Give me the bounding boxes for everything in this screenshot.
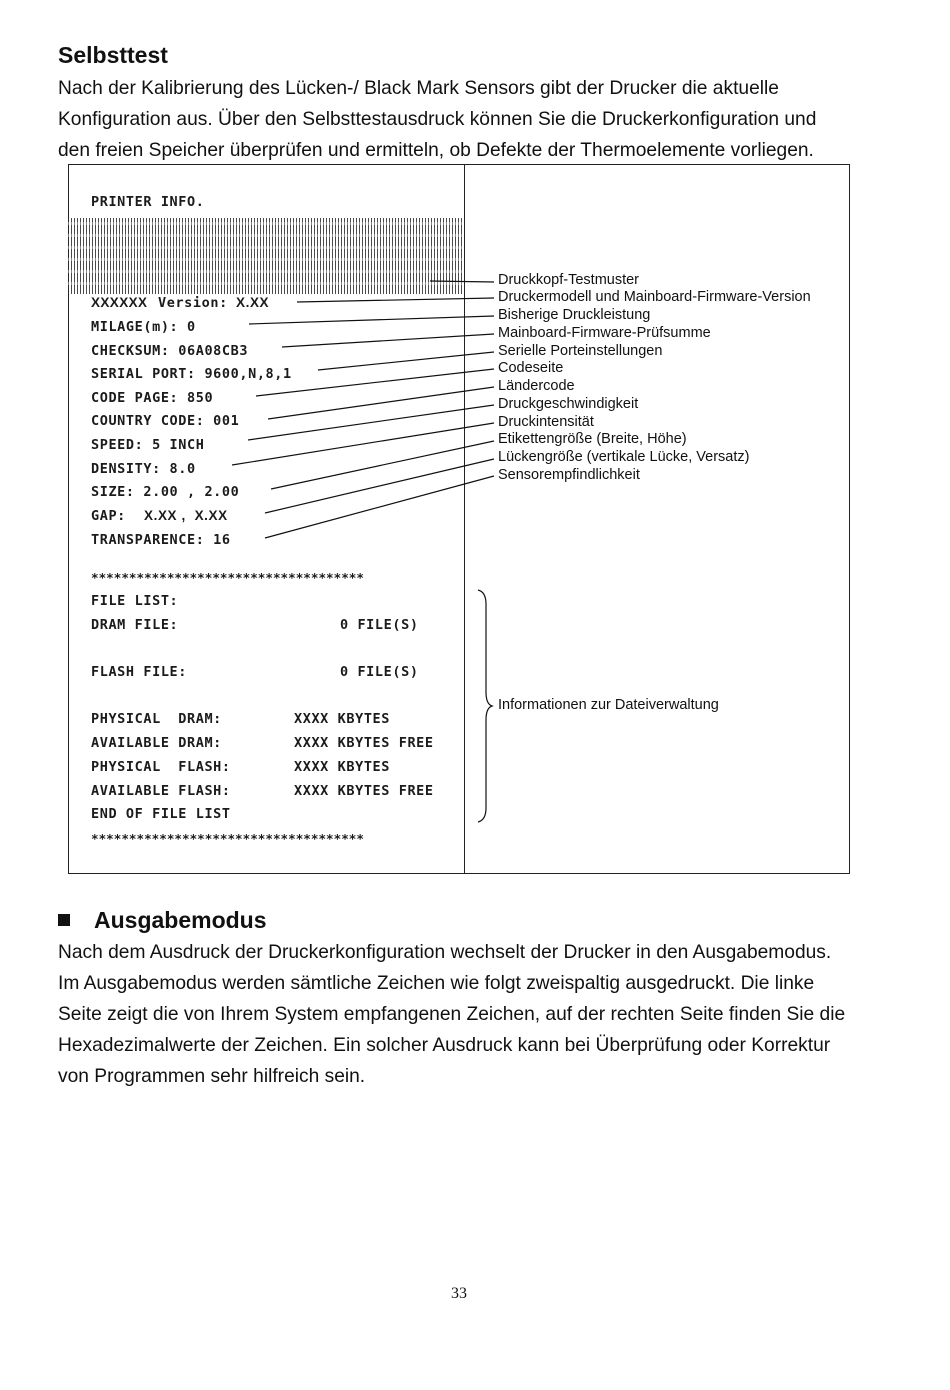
paragraph-line: Im Ausgabemodus werden sämtliche Zeichen wie folgt zweispaltig ausgedruckt. Die linke xyxy=(58,973,815,994)
section2-paragraph xyxy=(58,937,918,1092)
printout-gap-label: GAP: xyxy=(91,508,126,524)
paragraph-line: den freien Speicher überprüfen und ermitteln, ob Defekte der Thermoelemente vorliegen. xyxy=(58,140,814,161)
leader-line xyxy=(268,387,494,419)
printout-code-page: CODE PAGE: 850 xyxy=(91,390,214,406)
annotation-label: Druckkopf-Testmuster xyxy=(498,272,640,288)
printout-version-label: Version: xyxy=(158,295,228,311)
printout-flash-file-value: 0 FILE(S) xyxy=(340,664,419,680)
section-title-ausgabemodus xyxy=(58,907,267,934)
leader-line xyxy=(271,441,494,489)
printout-header: PRINTER INFO. xyxy=(91,194,205,210)
printout-end-of-file-list: END OF FILE LIST xyxy=(91,806,231,822)
printout-gap-value: X.XX , X.XX xyxy=(144,508,228,523)
printout-available-dram-value: XXXX KBYTES FREE xyxy=(294,735,434,751)
paragraph-line: Konfiguration aus. Über den Selbsttestausdruck können Sie die Druckerkonfiguration und xyxy=(58,109,817,130)
printout-milage: MILAGE(m): 0 xyxy=(91,319,196,335)
paragraph-line: Hexadezimalwerte der Zeichen. Ein solcher Ausdruck kann bei Überprüfung oder Korrektur xyxy=(58,1035,831,1056)
printout-physical-flash-value: XXXX KBYTES xyxy=(294,759,391,775)
annotation-label: Druckermodell und Mainboard-Firmware-Version xyxy=(498,289,811,305)
printout-available-flash-label: AVAILABLE FLASH: xyxy=(91,783,231,799)
annotation-label: Ländercode xyxy=(498,378,575,394)
file-info-brace xyxy=(478,590,492,822)
file-info-annotation: Informationen zur Dateiverwaltung xyxy=(498,697,719,713)
bullet-square-icon xyxy=(58,914,70,926)
section-title-selbsttest: Selbsttest xyxy=(58,42,168,68)
printout-version-value: X.XX xyxy=(236,295,270,310)
leader-line xyxy=(430,281,494,282)
leader-line xyxy=(248,405,494,440)
page-number: 33 xyxy=(451,1285,467,1302)
printout-physical-flash-label: PHYSICAL FLASH: xyxy=(91,759,231,775)
annotation-label: Serielle Porteinstellungen xyxy=(498,343,663,359)
annotation-label: Bisherige Druckleistung xyxy=(498,307,651,323)
leader-line xyxy=(297,298,494,302)
printout-flash-file-label: FLASH FILE: xyxy=(91,664,188,680)
section-title-text: Ausgabemodus xyxy=(94,907,267,933)
printout-physical-dram-label: PHYSICAL DRAM: xyxy=(91,711,222,727)
printout-dram-file-label: DRAM FILE: xyxy=(91,617,179,633)
annotation-label: Druckgeschwindigkeit xyxy=(498,396,639,412)
printout-dram-file-value: 0 FILE(S) xyxy=(340,617,419,633)
paragraph-line: von Programmen sehr hilfreich sein. xyxy=(58,1066,366,1087)
printout-separator: ************************************ xyxy=(91,570,364,585)
leader-line xyxy=(249,316,494,324)
printout-checksum: CHECKSUM: 06A08CB3 xyxy=(91,343,249,359)
printout-serial-port: SERIAL PORT: 9600,N,8,1 xyxy=(91,366,292,382)
leader-line xyxy=(265,476,494,538)
paragraph-line: Nach der Kalibrierung des Lücken-/ Black Mark Sensors gibt der Drucker die aktuelle xyxy=(58,78,779,99)
annotation-label: Codeseite xyxy=(498,360,564,376)
leader-line xyxy=(282,334,494,347)
leader-line xyxy=(232,423,494,465)
annotation-label: Mainboard-Firmware-Prüfsumme xyxy=(498,325,711,341)
annotation-label: Lückengröße (vertikale Lücke, Versatz) xyxy=(498,449,750,465)
annotation-label: Druckintensität xyxy=(498,414,594,430)
paragraph-line: Seite zeigt die von Ihrem System empfangenen Zeichen, auf der rechten Seite finden Sie die xyxy=(58,1004,846,1025)
annotation-label: Sensorempfindlichkeit xyxy=(498,467,640,483)
printout-available-flash-value: XXXX KBYTES FREE xyxy=(294,783,434,799)
printout-physical-dram-value: XXXX KBYTES xyxy=(294,711,391,727)
printout-available-dram-label: AVAILABLE DRAM: xyxy=(91,735,222,751)
printout-transparence: TRANSPARENCE: 16 xyxy=(91,532,231,548)
printout-density: DENSITY: 8.0 xyxy=(91,461,196,477)
printout-size: SIZE: 2.00 , 2.00 xyxy=(91,484,240,500)
annotation-label: Etikettengröße (Breite, Höhe) xyxy=(498,431,687,447)
printout-file-list-title: FILE LIST: xyxy=(91,593,179,609)
paragraph-line: Nach dem Ausdruck der Druckerkonfiguration wechselt der Drucker in den Ausgabemodus. xyxy=(58,942,832,963)
printout-model: XXXXXX xyxy=(91,295,148,310)
leader-line xyxy=(265,459,494,513)
printout-separator-bottom: ************************************ xyxy=(91,831,364,846)
leader-line xyxy=(318,352,494,370)
printout-speed: SPEED: 5 INCH xyxy=(91,437,205,453)
printout-country-code: COUNTRY CODE: 001 xyxy=(91,413,240,429)
